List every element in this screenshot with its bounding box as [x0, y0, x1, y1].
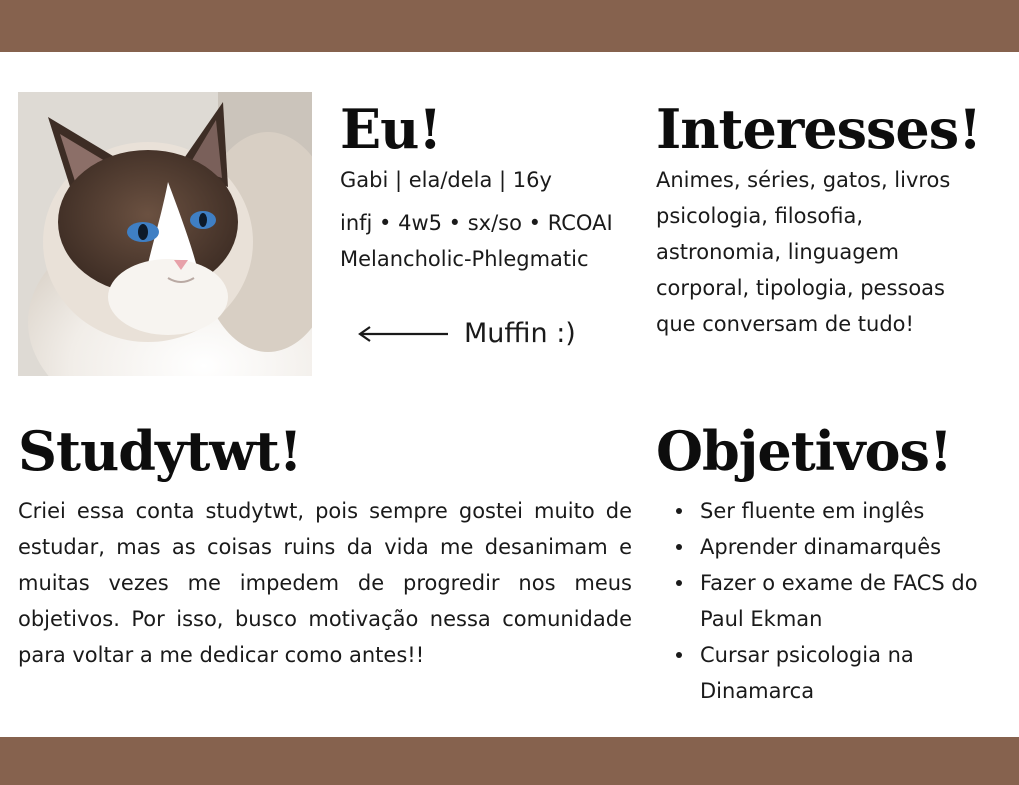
arrow-left-icon: [356, 324, 450, 344]
bottom-band: [0, 737, 1019, 785]
interesses-line: psicologia, filosofia,: [656, 204, 864, 228]
bullet-icon: [676, 508, 682, 514]
cat-photo: [18, 92, 312, 376]
list-item: [672, 493, 1012, 529]
top-band: [0, 0, 1019, 52]
studytwt-title: Studytwt!: [18, 419, 302, 483]
eu-temperament: Melancholic-Phlegmatic: [340, 247, 589, 271]
studytwt-paragraph: Criei essa conta studytwt, pois sempre gostei muito de estudar, mas as coisas ruins da vida me desanimam e muitas vezes me impedem de progredir nos meus objetivos. Por isso, busco motivação nessa comunidade para voltar a me dedicar como antes!!: [18, 499, 632, 667]
eu-identity: Gabi | ela/dela | 16y: [340, 168, 552, 192]
goal-text: Aprender dinamarquês: [700, 535, 942, 559]
objetivos-title: Objetivos!: [656, 419, 952, 483]
pet-name: Muffin :): [464, 318, 576, 349]
interesses-line: astronomia, linguagem: [656, 240, 899, 264]
pet-pointer: [356, 318, 576, 349]
goal-text: Fazer o exame de FACS do Paul Ekman: [700, 571, 978, 631]
objetivos-list: [672, 493, 1012, 709]
list-item: [672, 637, 1012, 709]
eu-title: Eu!: [340, 97, 442, 161]
goal-text: Cursar psicologia na Dinamarca: [700, 643, 914, 703]
bullet-icon: [676, 580, 682, 586]
interesses-line: que conversam de tudo!: [656, 312, 914, 336]
interesses-list: [656, 162, 1006, 342]
eu-typology: infj • 4w5 • sx/so • RCOAI: [340, 211, 613, 235]
list-item: [672, 565, 1012, 637]
list-item: [672, 529, 1012, 565]
interesses-title: Interesses!: [656, 97, 981, 161]
interesses-line: corporal, tipologia, pessoas: [656, 276, 945, 300]
bullet-icon: [676, 544, 682, 550]
goal-text: Ser fluente em inglês: [700, 499, 925, 523]
bullet-icon: [676, 652, 682, 658]
interesses-line: Animes, séries, gatos, livros: [656, 168, 951, 192]
